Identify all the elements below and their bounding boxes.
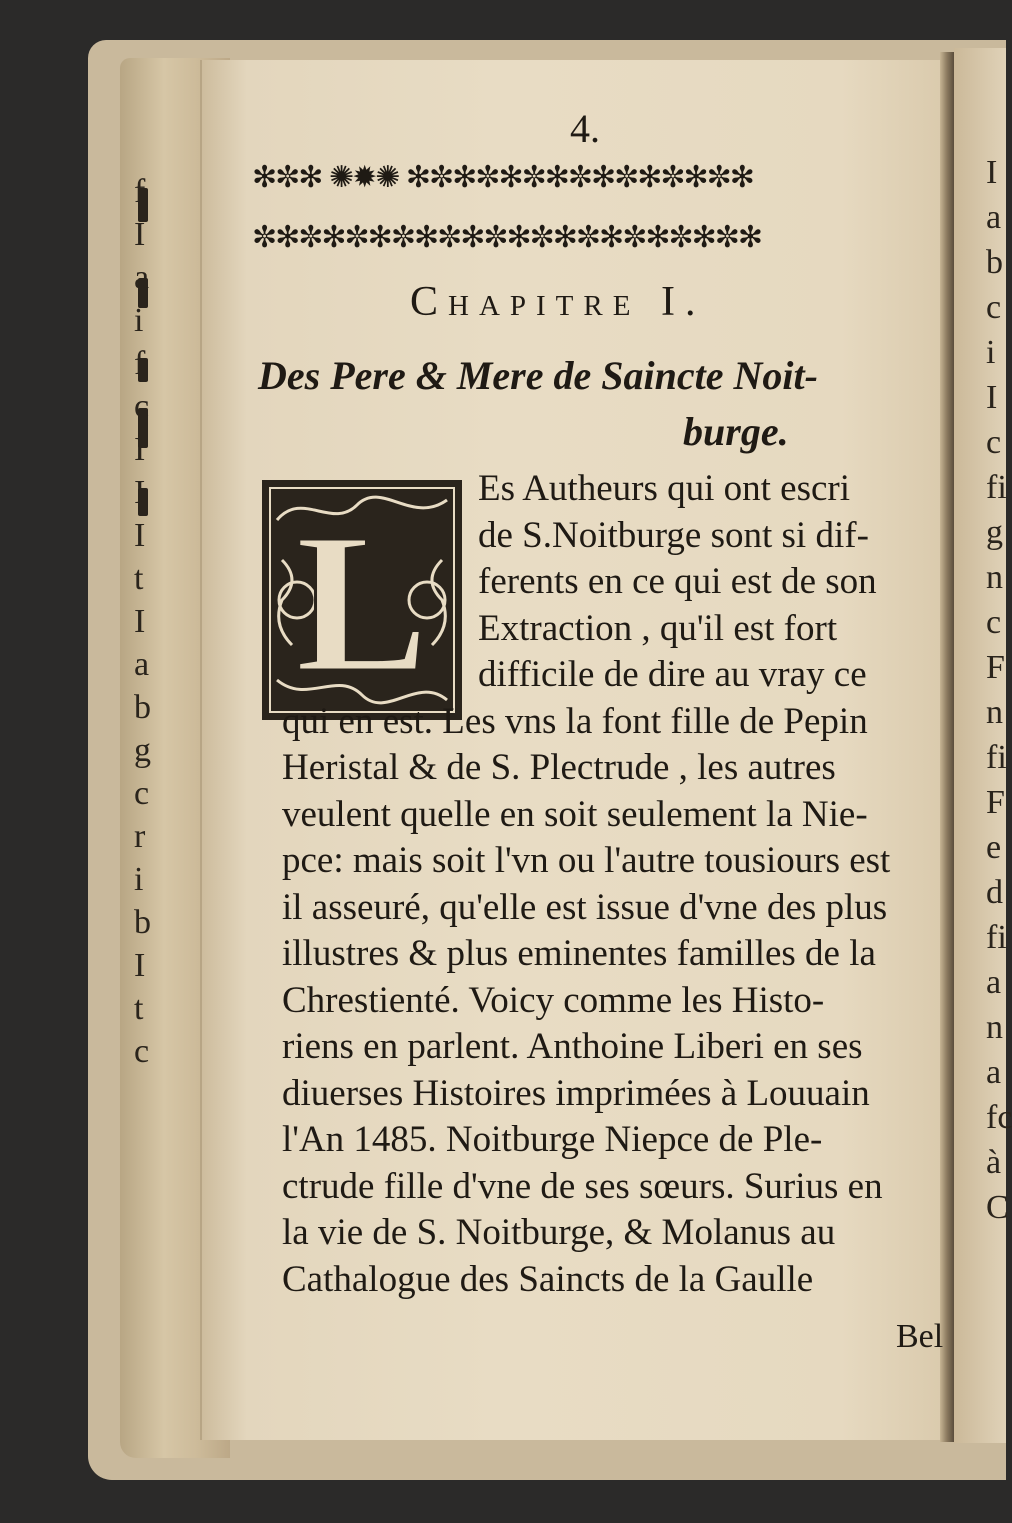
right-margin-letter: c	[986, 424, 1002, 461]
body-line: diuerses Histoires imprimées à Louuain	[282, 1072, 870, 1114]
right-margin-letter: C	[986, 1189, 1009, 1226]
right-page-margin-letters	[986, 150, 1010, 1230]
chapter-heading: Chapitre I.	[410, 279, 706, 325]
left-margin-letter: I	[134, 216, 148, 253]
left-margin-letter: c	[134, 1033, 152, 1070]
left-margin-letter: c	[134, 775, 152, 812]
right-margin-letter: F	[986, 784, 1005, 821]
body-line: de S.Noitburge sont si dif-	[478, 514, 869, 556]
left-margin-letter: I	[134, 474, 148, 511]
body-line: Es Autheurs qui ont escri	[478, 468, 851, 509]
left-page-margin-letters	[134, 170, 174, 1073]
body-line: il asseuré, qu'elle est issue d'vne des plus	[282, 886, 888, 928]
ornament-band-top: ✻✼✻ ✺✹✺ ✻✼✻✼✻✼✻✼✻✼✻✼✻✼✻	[252, 160, 753, 195]
right-margin-letter: n	[986, 559, 1003, 596]
left-margin-letter: a	[134, 259, 152, 296]
left-margin-letter: g	[134, 732, 153, 769]
left-margin-letter: t	[134, 560, 146, 597]
left-margin-letter: I	[134, 517, 148, 554]
body-line: difficile de dire au vray ce	[478, 654, 867, 695]
left-margin-letter: b	[134, 689, 153, 726]
catchword: Bel	[896, 1318, 944, 1355]
subtitle-line-2: burge.	[683, 409, 789, 454]
body-line: qui en est. Les vns la font fille de Pepin	[282, 700, 868, 742]
body-line: l'An 1485. Noitburge Niepce de Ple-	[282, 1119, 823, 1160]
right-margin-letter: fi	[986, 469, 1007, 506]
right-margin-letter: g	[986, 514, 1003, 551]
right-margin-letter: à	[986, 1144, 1002, 1181]
body-line: Chrestienté. Voicy comme les Histo-	[282, 979, 825, 1021]
right-margin-letter: a	[986, 964, 1002, 1001]
dropcap-letter: L	[295, 493, 429, 714]
chapter-subtitle	[258, 348, 948, 460]
left-margin-letter: i	[134, 861, 146, 898]
right-margin-letter: fi	[986, 739, 1007, 776]
body-line: la vie de S. Noitburge, & Molanus au	[282, 1212, 836, 1253]
left-margin-letter: f	[134, 345, 148, 382]
left-margin-letter: I	[134, 431, 148, 468]
left-margin-letter: r	[134, 818, 148, 855]
page-number: 4.	[570, 106, 600, 151]
body-line: Cathalogue des Saincts de la Gaulle	[282, 1258, 814, 1300]
right-margin-letter: I	[986, 154, 998, 191]
right-margin-letter: i	[986, 334, 996, 371]
left-margin-letter: t	[134, 990, 146, 1027]
right-margin-letter: F	[986, 649, 1005, 686]
right-margin-letter: d	[986, 874, 1003, 911]
body-text	[282, 466, 952, 1303]
body-line: Extraction , qu'il est fort	[478, 607, 838, 649]
body-line: illustres & plus eminentes familles de la	[282, 933, 876, 974]
body-line: ferents en ce qui est de son	[478, 561, 877, 602]
left-margin-letter: b	[134, 904, 153, 941]
left-margin-letter: I	[134, 947, 148, 984]
right-margin-letter: fi	[986, 919, 1007, 956]
right-margin-letter: n	[986, 694, 1003, 731]
body-line: veulent quelle en soit seulement la Nie-	[282, 793, 868, 835]
body-line: Heristal & de S. Plectrude , les autres	[282, 747, 836, 788]
right-margin-letter: e	[986, 829, 1002, 866]
left-margin-letter: i	[134, 302, 146, 339]
left-margin-letter: f	[134, 173, 148, 210]
left-margin-letter: I	[134, 603, 148, 640]
right-margin-letter: a	[986, 199, 1002, 236]
right-margin-letter: fc	[986, 1099, 1012, 1136]
left-margin-letter: c	[134, 388, 152, 425]
body-line: pce: mais soit l'vn ou l'autre tousiours est	[282, 840, 891, 881]
body-line: ctrude fille d'vne de ses sœurs. Surius en	[282, 1165, 883, 1207]
subtitle-line-1: Des Pere & Mere de Saincte Noit-	[258, 353, 818, 398]
right-margin-letter: a	[986, 1054, 1002, 1091]
left-margin-letter: a	[134, 646, 152, 683]
body-line: riens en parlent. Anthoine Liberi en ses	[282, 1026, 863, 1067]
right-margin-letter: c	[986, 604, 1002, 641]
ornament-band-bottom: ✼✻✼✻✼✻✼✻✼✻✼✻✼✻✼✻✼✻✼✻✼✻	[252, 220, 762, 255]
right-margin-letter: c	[986, 289, 1002, 326]
right-margin-letter: b	[986, 244, 1003, 281]
right-margin-letter: n	[986, 1009, 1003, 1046]
right-margin-letter: I	[986, 379, 998, 416]
